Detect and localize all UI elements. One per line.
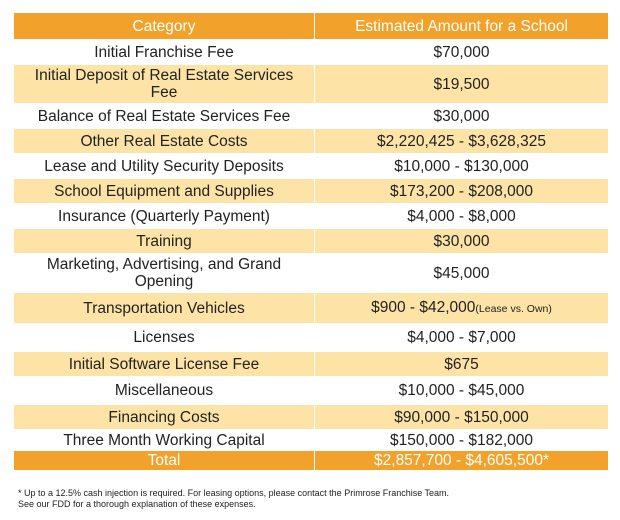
row-amount: $4,000 - $8,000 [315, 204, 609, 229]
row-amount: $45,000 [315, 254, 609, 293]
row-category: Lease and Utility Security Deposits [14, 154, 315, 179]
table-row [14, 254, 609, 293]
row-amount: $150,000 - $182,000 [315, 430, 609, 451]
column-header-category: Category [14, 13, 315, 40]
row-amount: $90,000 - $150,000 [315, 405, 609, 430]
row-amount: $173,200 - $208,000 [315, 179, 609, 204]
row-category: Initial Software License Fee [14, 352, 315, 377]
table-row [14, 129, 609, 154]
table-row [14, 405, 609, 430]
row-amount: $70,000 [315, 40, 609, 65]
row-amount: $675 [315, 352, 609, 377]
row-amount: $4,000 - $7,000 [315, 324, 609, 352]
table-row [14, 65, 609, 104]
table-header-row [14, 13, 609, 40]
row-category: Miscellaneous [14, 377, 315, 405]
row-category: Initial Franchise Fee [14, 40, 315, 65]
total-amount: $2,857,700 - $4,605,500* [315, 451, 609, 471]
total-row [14, 451, 609, 471]
row-category: Insurance (Quarterly Payment) [14, 204, 315, 229]
row-amount: $19,500 [315, 65, 609, 104]
footnotes [18, 488, 449, 510]
row-category: Transportation Vehicles [14, 293, 315, 324]
column-header-amount: Estimated Amount for a School [315, 13, 609, 40]
table-row [14, 204, 609, 229]
row-amount-note: (Lease vs. Own) [475, 302, 552, 315]
table-row [14, 377, 609, 405]
table-row [14, 352, 609, 377]
row-category: Training [14, 229, 315, 254]
table-row [14, 430, 609, 451]
row-category: Licenses [14, 324, 315, 352]
row-amount: $30,000 [315, 104, 609, 129]
footnote-line: * Up to a 12.5% cash injection is required. For leasing options, please contact the Primrose Franchise Team. [18, 488, 450, 498]
row-amount: $2,220,425 - $3,628,325 [315, 129, 609, 154]
row-amount: $10,000 - $45,000 [315, 377, 609, 405]
row-amount-cell [315, 293, 609, 324]
row-category: Balance of Real Estate Services Fee [14, 104, 315, 129]
row-category: Initial Deposit of Real Estate Services Fee [14, 65, 315, 104]
table-row [14, 324, 609, 352]
total-label: Total [14, 451, 315, 471]
row-category: School Equipment and Supplies [14, 179, 315, 204]
row-category: Marketing, Advertising, and Grand Opening [14, 254, 315, 293]
table-row [14, 179, 609, 204]
table-row [14, 229, 609, 254]
row-category: Other Real Estate Costs [14, 129, 315, 154]
footnote-line: See our FDD for a thorough explanation of these expenses. [18, 499, 256, 509]
row-amount: $30,000 [315, 229, 609, 254]
row-category: Three Month Working Capital [14, 430, 315, 451]
table-row [14, 293, 609, 324]
table-row [14, 104, 609, 129]
row-category: Financing Costs [14, 405, 315, 430]
table-row [14, 154, 609, 179]
row-amount: $900 - $42,000 [371, 298, 476, 316]
estimated-costs-table [13, 12, 609, 471]
table-row [14, 40, 609, 65]
row-amount: $10,000 - $130,000 [315, 154, 609, 179]
